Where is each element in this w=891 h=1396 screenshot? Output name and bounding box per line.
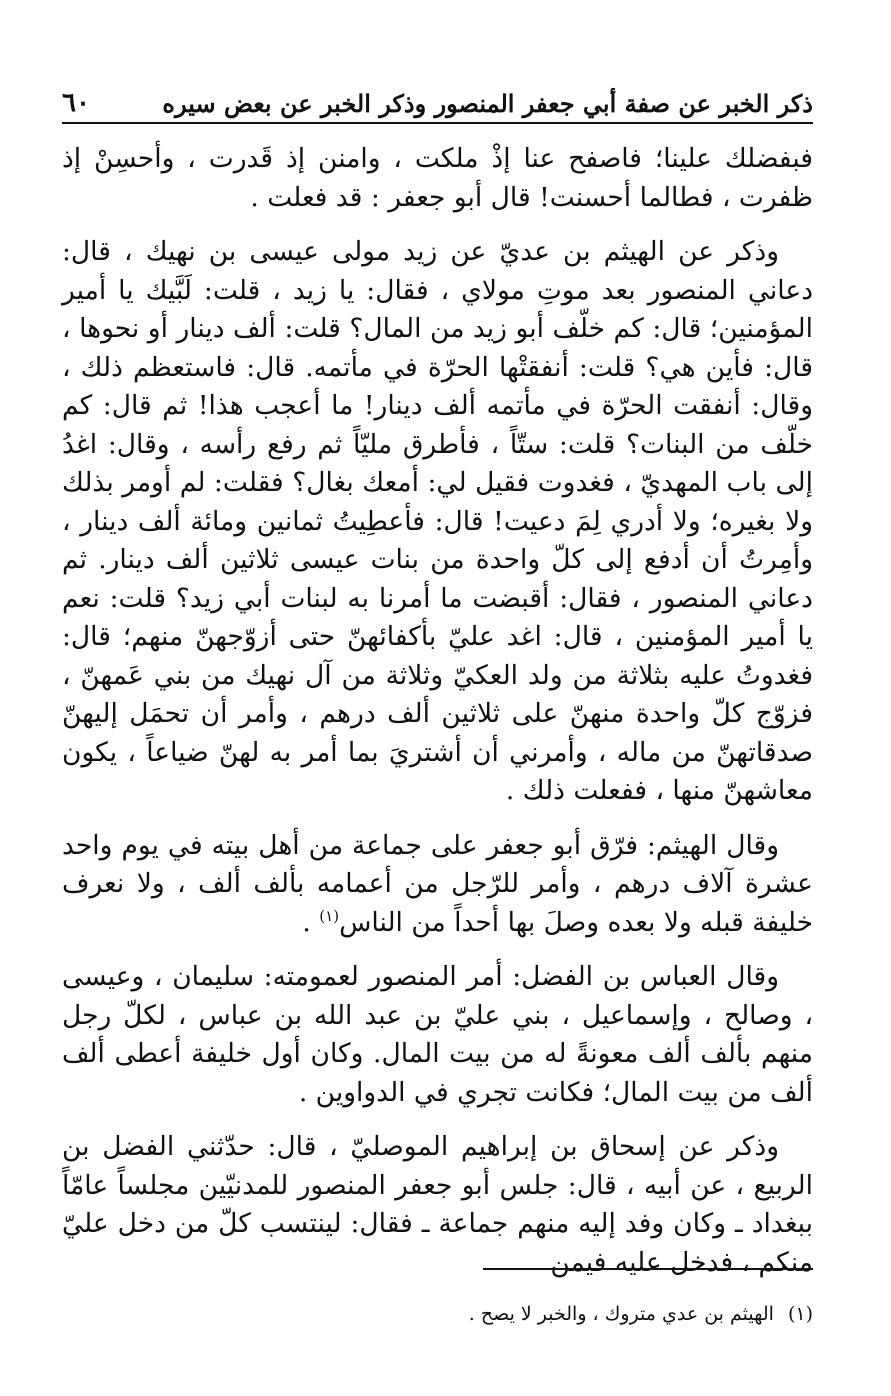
footnote <box>62 1300 813 1328</box>
paragraph-3-text: وقال الهيثم: فرّق أبو جعفر على جماعة من أهل بيته في يوم واحد عشرة آلاف درهم ، وأمر للرّجل من أعمامه بألف ألف ، ولا نعرف خليفة قبله ولا بعده وصلَ بها أحداً من الناس <box>62 829 813 938</box>
paragraph-4: وقال العباس بن الفضل: أمر المنصور لعمومته: سليمان ، وعيسى ، وصالح ، وإسماعيل ، بني عليّ بن عبد الله بن عباس ، لكلّ رجل منهم بألف ألف معونةً له من بيت المال. وكان أول خليفة أعطى ألف ألف من بيت المال؛ فكانت تجري في الدواوين . <box>62 961 813 1108</box>
running-header <box>62 78 813 124</box>
paragraph-3-end: . <box>302 906 311 938</box>
footnote-divider <box>483 1268 813 1270</box>
footnote-text: الهيثم بن عدي متروك ، والخبر لا يصح . <box>468 1303 774 1325</box>
paragraph-1: فبفضلك علينا؛ فاصفح عنا إذْ ملكت ، وامنن إذ قَدرت ، وأحسِنْ إذ ظفرت ، فطالما أحسنت! قال أبو جعفر : قد فعلت . <box>62 143 813 213</box>
paragraph-3 <box>62 827 813 943</box>
footnote-reference[interactable]: (١) <box>319 906 340 925</box>
page-number: ٦٠ <box>62 88 90 118</box>
paragraph-5: وذكر عن إسحاق بن إبراهيم الموصليّ ، قال: حدّثني الفضل بن الربيع ، عن أبيه ، قال: جلس أبو جعفر المنصور للمدنيّين مجلساً عامّاً ببغداد ـ وكان وفد إليه منهم جماعة ـ فقال: لينتسب كلّ من دخل عليّ منكم ، فدخل عليه فيمن <box>62 1131 813 1278</box>
main-text <box>62 140 813 1298</box>
chapter-title: ذكر الخبر عن صفة أبي جعفر المنصور وذكر الخبر عن بعض سيره <box>162 89 813 118</box>
paragraph-2: وذكر عن الهيثم بن عديّ عن زيد مولى عيسى بن نهيك ، قال: دعاني المنصور بعد موتِ مولاي ، فقال: يا زيد ، قلت: لَبَّيك يا أمير المؤمنين؛ قال: كم خلّف أبو زيد من المال؟ قلت: ألف دينار أو نحوها ، قال: فأين هي؟ قلت: أنفقتْها الحرّة في مأتمه. قال: فاستعظم ذلك ، وقال: أنفقت الحرّة في مأتمه ألف دينار! ما أعجب هذا! ثم قال: كم خلّف من البنات؟ قلت: ستّاً ، فأطرق مليّاً ثم رفع رأسه ، وقال: اغدُ إلى باب المهديّ ، فغدوت فقيل لي: أمعك بغال؟ فقلت: لم أومر بذلك ولا بغيره؛ ولا أدري لِمَ دعيت! قال: فأعطِيتُ ثمانين ومائة ألف دينار ، وأمِرتُ أن أدفع إلى كلّ واحدة من بنات عيسى ثلاثين ألف دينار. ثم دعاني المنصور ، فقال: أقبضت ما أمرنا به لبنات أبي زيد؟ قلت: نعم يا أمير المؤمنين ، قال: اغد عليّ بأكفائهنّ حتى أزوّجهنّ منهم؛ قال: فغدوتُ عليه بثلاثة من ولد العكيّ وثلاثة من آل نهيك من بني عَمهنّ ، فزوّج كلّ واحدة منهنّ على ثلاثين ألف درهم ، وأمر أن تحمَل إليهنّ صدقاتهنّ من ماله ، وأمرني أن أشتريَ بما أمر به لهنّ ضياعاً ، يكون معاشهنّ منها ، ففعلت ذلك . <box>62 236 813 806</box>
footnote-number: (١) <box>787 1303 813 1325</box>
